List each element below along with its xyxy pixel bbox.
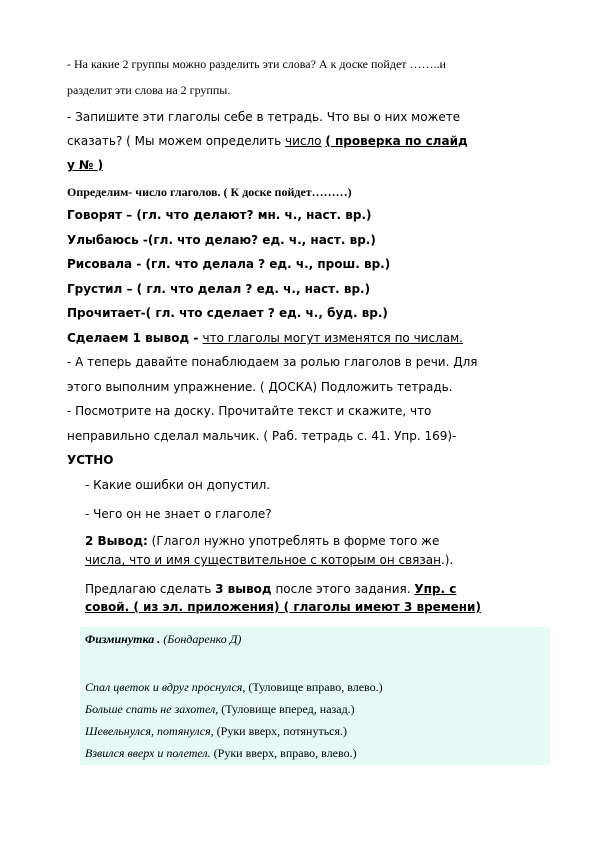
instruction-line-2: [67, 134, 468, 148]
question-line-1: - На какие 2 группы можно разделить эти слова? А к доске пойдет ……..и: [67, 57, 446, 71]
rhyme-line-1: Спал цветок и вдруг проснулся, (Туловище вправо, влево.): [85, 680, 383, 694]
observe-line-1: - А теперь давайте понаблюдаем за ролью глаголов в речи. Для: [67, 355, 478, 369]
conclusion-2-label: 2 Вывод:: [85, 534, 148, 548]
instruction-line-1: - Запишите эти глаголы себе в тетрадь. Что вы о них можете: [67, 110, 461, 124]
exercise-owl-ref: Упр. с: [414, 582, 457, 596]
determine-line: Определим- число глаголов. ( К доске пойдет………): [67, 185, 352, 199]
conclusion-1: [67, 331, 463, 345]
oral-label: УСТНО: [67, 453, 114, 467]
verb-prochitaet: Прочитает-( гл. что сделает ? ед. ч., буд. вр.): [67, 306, 388, 320]
conclusion-2-text: (Глагол нужно употреблять в форме того же: [147, 534, 440, 548]
question-line-2: разделит эти слова на 2 группы.: [67, 83, 231, 97]
rhyme-line-2: Больше спать не захотел, (Туловище вперед, назад.): [85, 702, 355, 716]
verb-risovala: Рисовала - (гл. что делала ? ед. ч., прош. вр.): [67, 257, 391, 271]
board-line-1: - Посмотрите на доску. Прочитайте текст и скажите, что: [67, 404, 432, 418]
fizminutka-heading: Физминутка . (Бондаренко Д): [85, 632, 242, 646]
instruction-text: сказать? ( Мы можем определить: [67, 134, 285, 148]
verb-govoryat: Говорят – (гл. что делают? мн. ч., наст. вр.): [67, 208, 372, 222]
fizminutka-title: Физминутка: [85, 632, 155, 646]
physical-exercise-box: [80, 627, 550, 765]
slide-number-line: у № ): [67, 158, 104, 172]
rhyme-line-3: Шевельнулся, потянулся, (Руки вверх, потянуться.): [85, 724, 348, 738]
rhyme-line-4: Взвился вверх и полетел. (Руки вверх, вправо, влево.): [85, 746, 357, 760]
conclusion-3-line-1: Предлагаю сделать 3 вывод после этого задания. Упр. с: [85, 582, 457, 596]
conclusion-2-line-2: числа, что и имя существительное с которым он связан.).: [85, 553, 454, 567]
conclusion-3-line-2: совой. ( из эл. приложения) ( глаголы имеют 3 времени): [85, 600, 481, 614]
question-mistakes: - Какие ошибки он допустил.: [85, 478, 271, 492]
question-verb-knowledge: - Чего он не знает о глаголе?: [85, 507, 272, 521]
conclusion-2-underlined: числа, что и имя существительное с которым он связан: [85, 553, 441, 567]
conclusion-1-text: что глаголы могут изменятся по числам.: [202, 331, 463, 345]
observe-line-2: этого выполним упражнение. ( ДОСКА) Подложить тетрадь.: [67, 380, 453, 394]
board-line-2: неправильно сделал мальчик. ( Раб. тетрадь с. 41. Упр. 169)-: [67, 429, 457, 443]
number-underlined: число: [285, 134, 322, 148]
verb-grustil: Грустил – ( гл. что делал ? ед. ч., наст. вр.): [67, 282, 371, 296]
verb-ulybayus: Улыбаюсь -(гл. что делаю? ед. ч., наст. вр.): [67, 233, 376, 247]
conclusion-1-label: Сделаем 1 вывод -: [67, 331, 203, 345]
fizminutka-author: (Бондаренко Д): [163, 632, 242, 646]
conclusion-3-label: 3 вывод: [215, 582, 272, 596]
conclusion-2-line-1: [85, 534, 439, 548]
slide-check-note: ( проверка по слайд: [325, 134, 468, 148]
